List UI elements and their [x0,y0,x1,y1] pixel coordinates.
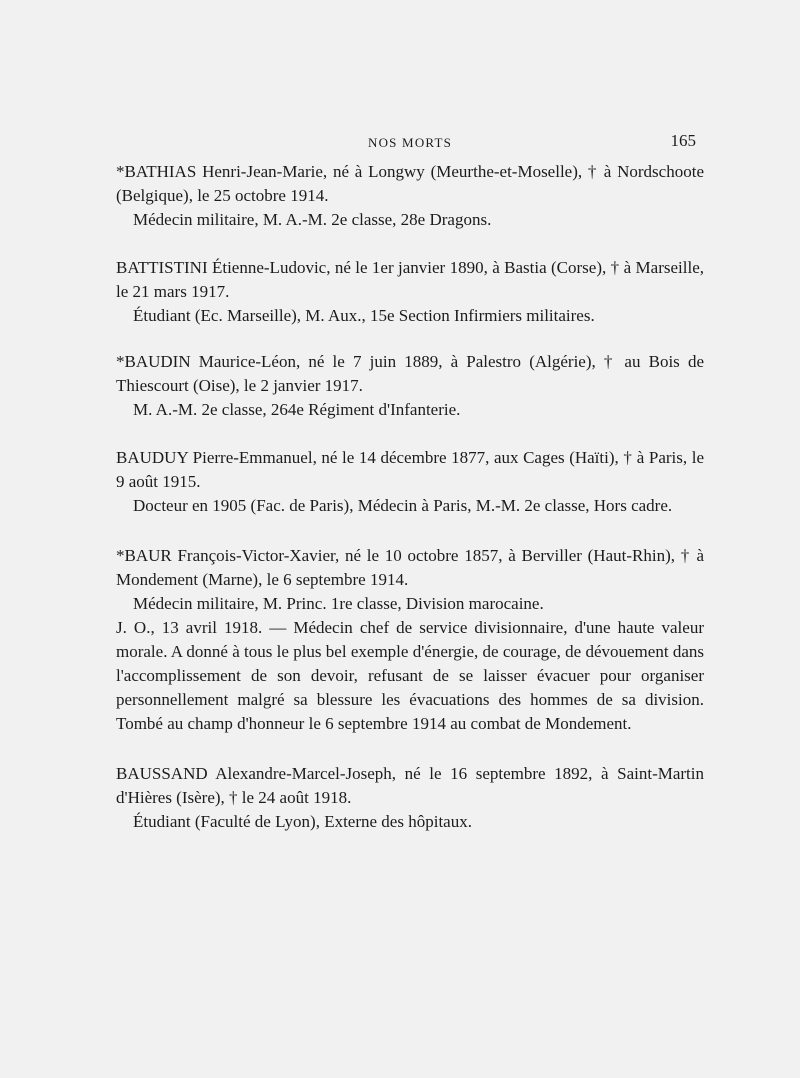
entry-name-line: BATTISTINI Étienne-Ludovic, né le 1er janvier 1890, à Bastia (Corse), † à Marseille, le 21 mars 1917. [116,258,704,301]
entry-name-line: *BATHIAS Henri-Jean-Marie, né à Longwy (Meurthe-et-Moselle), † à Nordschoote (Belgique), le 25 octobre 1914. [116,162,704,205]
obituary-entry [116,762,704,834]
entry-detail: M. A.-M. 2e classe, 264e Régiment d'Infanterie. [133,400,461,419]
obituary-entry [116,446,704,518]
entry-detail: Étudiant (Ec. Marseille), M. Aux., 15e Section Infirmiers militaires. [133,306,595,325]
entry-name-line: BAUDUY Pierre-Emmanuel, né le 14 décembre 1877, aux Cages (Haïti), † à Paris, le 9 août 1915. [116,448,704,491]
entry-detail: Médecin militaire, M. A.-M. 2e classe, 28e Dragons. [133,210,492,229]
page-number: 165 [670,131,696,150]
entry-name-line: *BAUDIN Maurice-Léon, né le 7 juin 1889, à Palestro (Algérie), † au Bois de Thiescourt (Oise), le 2 janvier 1917. [116,352,704,395]
entry-name-line: *BAUR François-Victor-Xavier, né le 10 octobre 1857, à Berviller (Haut-Rhin), † à Mondement (Marne), le 6 septembre 1914. [116,546,704,589]
entry-citation: J. O., 13 avril 1918. — Médecin chef de service divisionnaire, d'une haute valeur morale. A donné à tous le plus bel exemple d'énergie, de courage, de dévouement dans l'accomplissement de son devoir, refusant de se laisser évacuer pour organiser personnellement malgré sa blessure les évacuations des hommes de sa division. Tombé au champ d'honneur le 6 septembre 1914 au combat de Mondement. [116,618,704,733]
entry-detail: Étudiant (Faculté de Lyon), Externe des hôpitaux. [133,812,472,831]
obituary-entry [116,160,704,232]
obituary-entry [116,544,704,736]
entry-name-line: BAUSSAND Alexandre-Marcel-Joseph, né le 16 septembre 1892, à Saint-Martin d'Hières (Isère), † le 24 août 1918. [116,764,704,807]
running-head: NOS MORTS [368,135,453,150]
obituary-entry [116,256,704,328]
page-header [116,131,696,155]
entry-detail: Docteur en 1905 (Fac. de Paris), Médecin à Paris, M.-M. 2e classe, Hors cadre. [133,496,673,515]
obituary-list [116,160,704,834]
obituary-entry [116,350,704,422]
entry-detail: Médecin militaire, M. Princ. 1re classe, Division marocaine. [133,594,544,613]
